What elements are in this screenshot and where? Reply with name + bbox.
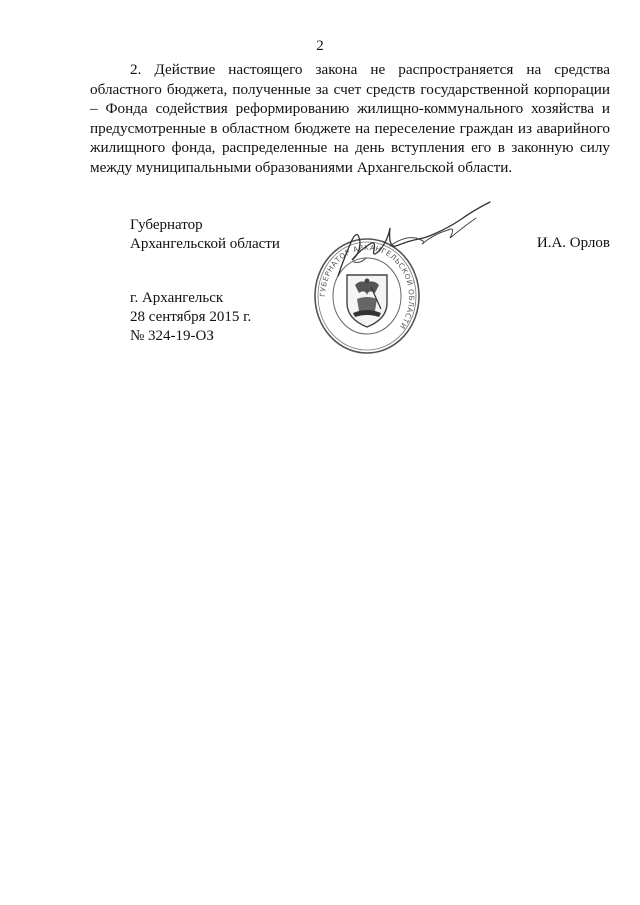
- signatory-title-line1: Губернатор: [130, 217, 203, 233]
- law-date: 28 сентября 2015 г.: [130, 309, 252, 325]
- seal-text: ГУБЕРНАТОР АРХАНГЕЛЬСКОЙ ОБЛАСТИ: [317, 242, 417, 332]
- page-number: 2: [316, 38, 324, 54]
- place-city: г. Архангельск: [130, 290, 224, 306]
- signatory-title-line2: Архангельской области: [130, 236, 280, 252]
- signatory-name: И.А. Орлов: [536, 235, 610, 251]
- handwritten-signature-icon: [330, 198, 500, 288]
- law-number: № 324-19-ОЗ: [130, 328, 214, 344]
- place-date-block: [130, 289, 251, 346]
- body-paragraph: 2. Действие настоящего закона не распространяется на средства областного бюджета, полученные за счет средств государственной корпорации – Фонда содействия реформированию жилищно-коммунального хозяйства и предусмотренные в областном бюджете на переселение граждан из аварийного жилищного фонда, распределенные на день вступления его в законную силу между муниципальными образованиями Архангельской области.: [90, 61, 610, 176]
